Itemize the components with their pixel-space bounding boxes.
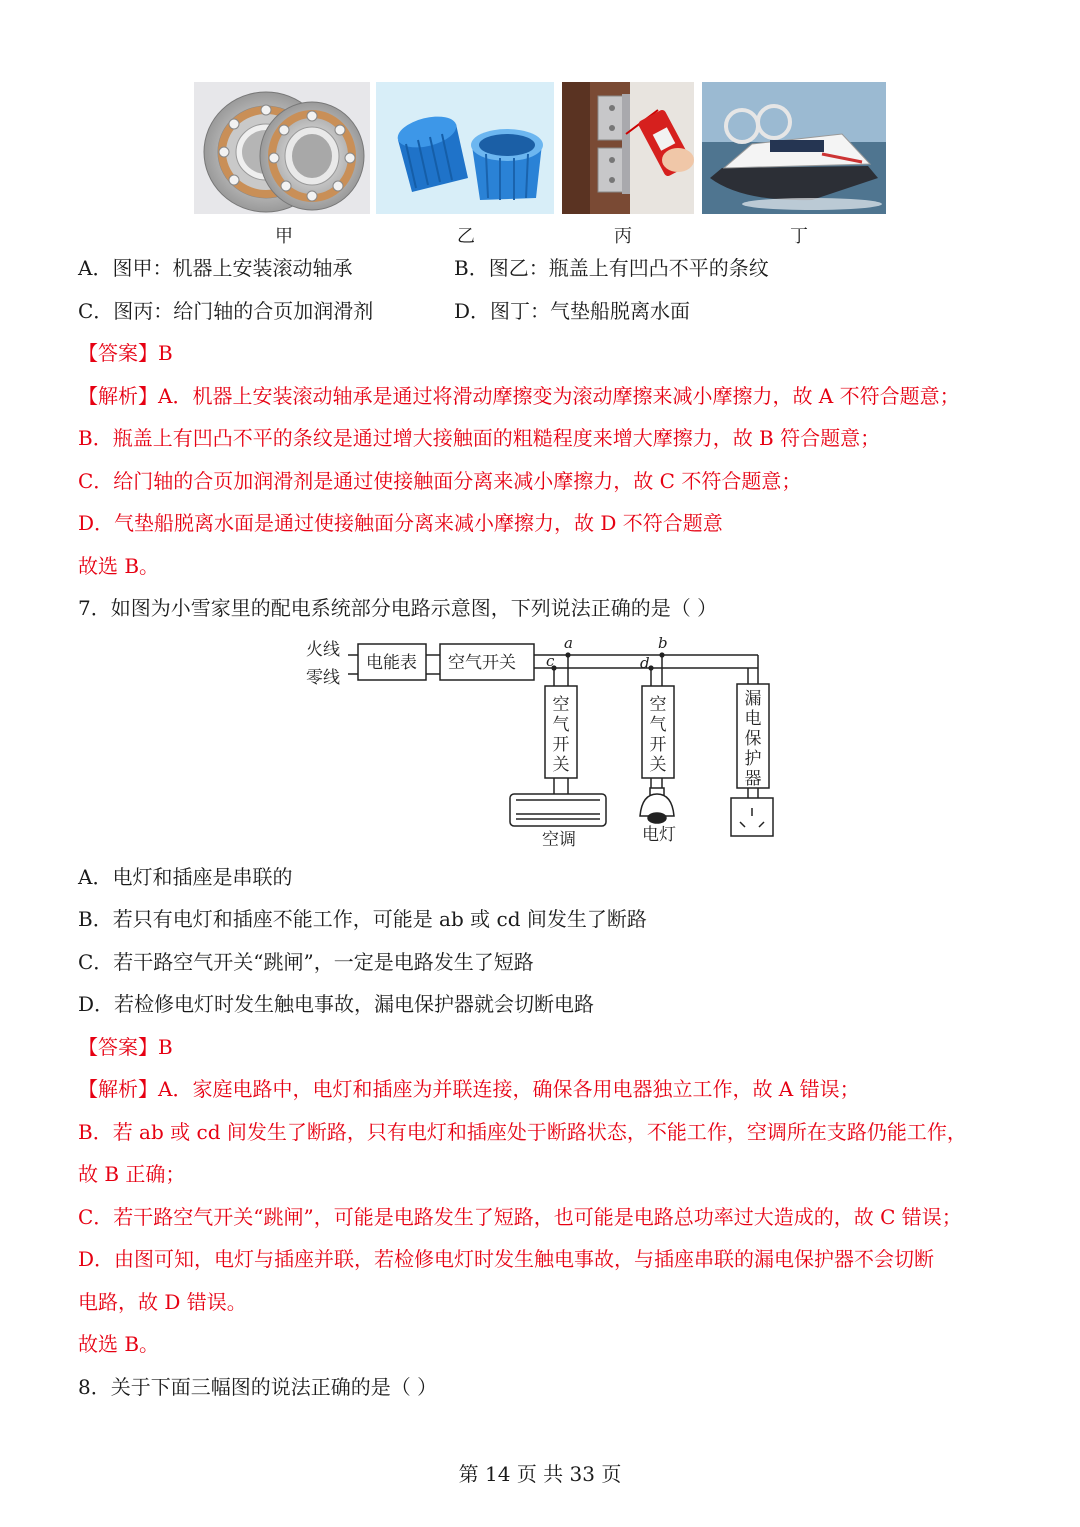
figure-yi-bottle-caps [376, 82, 554, 214]
q6-option-a: A．图甲：机器上安装滚动轴承 [78, 256, 353, 280]
q7-analysis-line: 【解析】A．家庭电路中，电灯和插座为并联连接，确保各用电器独立工作，故 A 错误； [78, 1077, 860, 1101]
q6-analysis-line: D．气垫船脱离水面是通过使接触面分离来减小摩擦力，故 D 不符合题意 [78, 511, 723, 535]
protector-char: 器 [744, 769, 762, 789]
live-wire-label: 火线 [306, 640, 340, 660]
q7-stem: 7．如图为小雪家里的配电系统部分电路示意图，下列说法正确的是（ ） [78, 596, 718, 620]
circuit-diagram [290, 630, 790, 855]
q7-analysis-line: 电路，故 D 错误。 [78, 1290, 247, 1314]
q6-analysis-line: B．瓶盖上有凹凸不平的条纹是通过增大接触面的粗糙程度来增大摩擦力，故 B 符合题意； [78, 426, 881, 450]
q7-analysis-line: 故 B 正确； [78, 1162, 186, 1186]
switch1-char: 空 [552, 695, 570, 715]
q6-conclusion: 故选 B。 [78, 554, 160, 578]
ac-label: 空调 [542, 830, 576, 850]
caption-bing: 丙 [614, 226, 632, 247]
q7-analysis-line: C．若干路空气开关“跳闸”，可能是电路发生了短路，也可能是电路总功率过大造成的，故 C 错误； [78, 1205, 962, 1229]
q8-stem: 8．关于下面三幅图的说法正确的是（ ） [78, 1375, 438, 1399]
point-b-label: b [658, 634, 668, 652]
q7-option-b: B．若只有电灯和插座不能工作，可能是 ab 或 cd 间发生了断路 [78, 907, 647, 931]
q7-option-a: A．电灯和插座是串联的 [78, 865, 293, 889]
figure-jia-bearing [194, 82, 370, 214]
q6-option-c: C．图丙：给门轴的合页加润滑剂 [78, 299, 374, 323]
door-hinge-lubricant-icon [562, 82, 694, 214]
bottle-caps-icon [376, 82, 554, 214]
q7-analysis-line: D．由图可知，电灯与插座并联，若检修电灯时发生触电事故，与插座串联的漏电保护器不会切断 [78, 1247, 935, 1271]
point-d-label: d [640, 654, 650, 672]
q6-answer: 【答案】B [78, 341, 173, 365]
caption-yi: 乙 [457, 226, 475, 247]
switch1-char: 开 [552, 735, 570, 755]
caption-ding: 丁 [790, 226, 808, 247]
caption-jia: 甲 [275, 226, 293, 247]
page-footer: 第 14 页 共 33 页 [458, 1462, 622, 1486]
neutral-wire-label: 零线 [306, 668, 340, 688]
figure-ding-hovercraft [702, 82, 886, 214]
protector-char: 电 [744, 709, 762, 729]
air-conditioner-icon [510, 794, 606, 826]
q7-analysis-line: B．若 ab 或 cd 间发生了断路，只有电灯和插座处于断路状态，不能工作，空调所在支路仍能工作， [78, 1120, 967, 1144]
point-c-label: c [546, 652, 555, 670]
switch1-char: 气 [552, 715, 570, 735]
switch2-char: 气 [649, 715, 667, 735]
protector-char: 护 [744, 749, 762, 769]
main-switch-label: 空气开关 [448, 653, 516, 673]
switch1-char: 关 [552, 755, 570, 775]
q7-option-c: C．若干路空气开关“跳闸”，一定是电路发生了短路 [78, 950, 534, 974]
protector-char: 保 [744, 729, 762, 749]
q7-conclusion: 故选 B。 [78, 1332, 160, 1356]
hovercraft-icon [702, 82, 886, 214]
q6-option-b: B．图乙：瓶盖上有凹凸不平的条纹 [454, 256, 769, 280]
point-a-label: a [564, 634, 573, 652]
switch2-char: 开 [649, 735, 667, 755]
figure-bing-hinge [562, 82, 694, 214]
q7-answer: 【答案】B [78, 1035, 173, 1059]
q6-analysis-line: C．给门轴的合页加润滑剂是通过使接触面分离来减小摩擦力，故 C 不符合题意； [78, 469, 802, 493]
lamp-icon [640, 788, 674, 823]
q6-option-d: D．图丁：气垫船脱离水面 [454, 299, 691, 323]
q6-analysis-line: 【解析】A．机器上安装滚动轴承是通过将滑动摩擦变为滚动摩擦来减小摩擦力，故 A 不符合题意； [78, 384, 960, 408]
protector-char: 漏 [744, 689, 762, 709]
socket-icon [731, 798, 773, 836]
switch2-char: 关 [649, 755, 667, 775]
meter-label: 电能表 [366, 653, 417, 673]
switch2-char: 空 [649, 695, 667, 715]
q7-option-d: D．若检修电灯时发生触电事故，漏电保护器就会切断电路 [78, 992, 595, 1016]
ball-bearing-icon [194, 82, 370, 214]
lamp-label: 电灯 [642, 825, 676, 845]
